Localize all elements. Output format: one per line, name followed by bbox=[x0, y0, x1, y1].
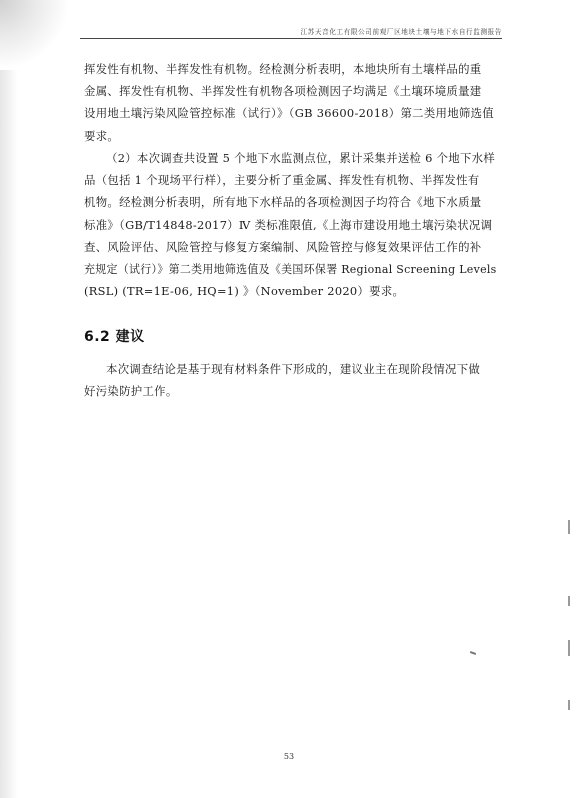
paragraph-groundwater-conclusion bbox=[84, 147, 496, 302]
paragraph-line: 品（包括 1 个现场平行样），主要分析了重金属、挥发性有机物、半挥发性有 bbox=[84, 173, 480, 188]
scan-edge-mark bbox=[568, 596, 570, 606]
scan-speck bbox=[470, 651, 476, 655]
paragraph-line: 要求。 bbox=[84, 128, 120, 143]
paragraph-soil-conclusion bbox=[84, 58, 496, 147]
scan-edge-shadow bbox=[0, 0, 18, 798]
scan-edge-mark bbox=[568, 520, 570, 534]
paragraph-line: 标准》（GB/T14848-2017）Ⅳ 类标准限值,《上海市建设用地土壤污染状况调 bbox=[84, 217, 493, 232]
scan-corner-shadow bbox=[0, 0, 70, 70]
paragraph-recommendation bbox=[84, 358, 496, 402]
paragraph-line: (RSL) (TR=1E-06, HQ=1) 》（November 2020）要求。 bbox=[84, 284, 405, 299]
header-rule bbox=[80, 38, 502, 39]
section-heading: 6.2 建议 bbox=[84, 329, 145, 345]
paragraph-line: 挥发性有机物、半挥发性有机物。经检测分析表明，本地块所有土壤样品的重 bbox=[84, 62, 482, 76]
running-header: 江苏天音化工有限公司前观厂区地块土壤与地下水自行监测报告 bbox=[300, 28, 502, 36]
paragraph-line: 设用地土壤污染风险管控标准（试行）》（GB 36600-2018）第二类用地筛选值 bbox=[84, 106, 495, 121]
paragraph-line: 好污染防护工作。 bbox=[84, 384, 178, 399]
paragraph-line: 金属、挥发性有机物、半挥发性有机物各项检测因子均满足《土壤环境质量建 bbox=[84, 84, 482, 99]
paragraph-line: 查、风险评估、风险管控与修复方案编制、风险管控与修复效果评估工作的补 bbox=[84, 239, 482, 254]
scan-edge-mark bbox=[568, 640, 570, 656]
page-number: 53 bbox=[283, 752, 295, 761]
paragraph-line: 机物。经检测分析表明，所有地下水样品的各项检测因子均符合《地下水质量 bbox=[84, 195, 482, 210]
paragraph-line: 充规定（试行）》第二类用地筛选值及《美国环保署 Regional Screening Levels bbox=[84, 262, 497, 277]
scan-edge-mark bbox=[568, 700, 570, 710]
paragraph-line: （2）本次调查共设置 5 个地下水监测点位，累计采集并送检 6 个地下水样 bbox=[106, 151, 496, 165]
paragraph-line: 本次调查结论是基于现有材料条件下形成的，建议业主在现阶段情况下做 bbox=[106, 362, 481, 376]
